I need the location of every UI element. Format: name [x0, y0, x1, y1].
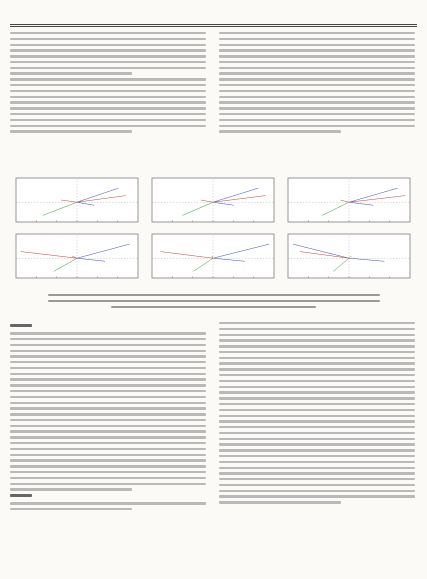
right-column-bottom: [219, 322, 415, 507]
figure-caption: [10, 294, 417, 311]
body-paragraph: [10, 332, 206, 490]
reference-list: [219, 322, 415, 504]
section-heading: [10, 324, 32, 327]
references-heading: [10, 494, 32, 497]
caption-line: [111, 306, 317, 308]
caption-line: [48, 300, 380, 302]
left-column-bottom: [10, 322, 206, 514]
caption-line: [48, 294, 380, 296]
reference-list: [10, 502, 206, 510]
